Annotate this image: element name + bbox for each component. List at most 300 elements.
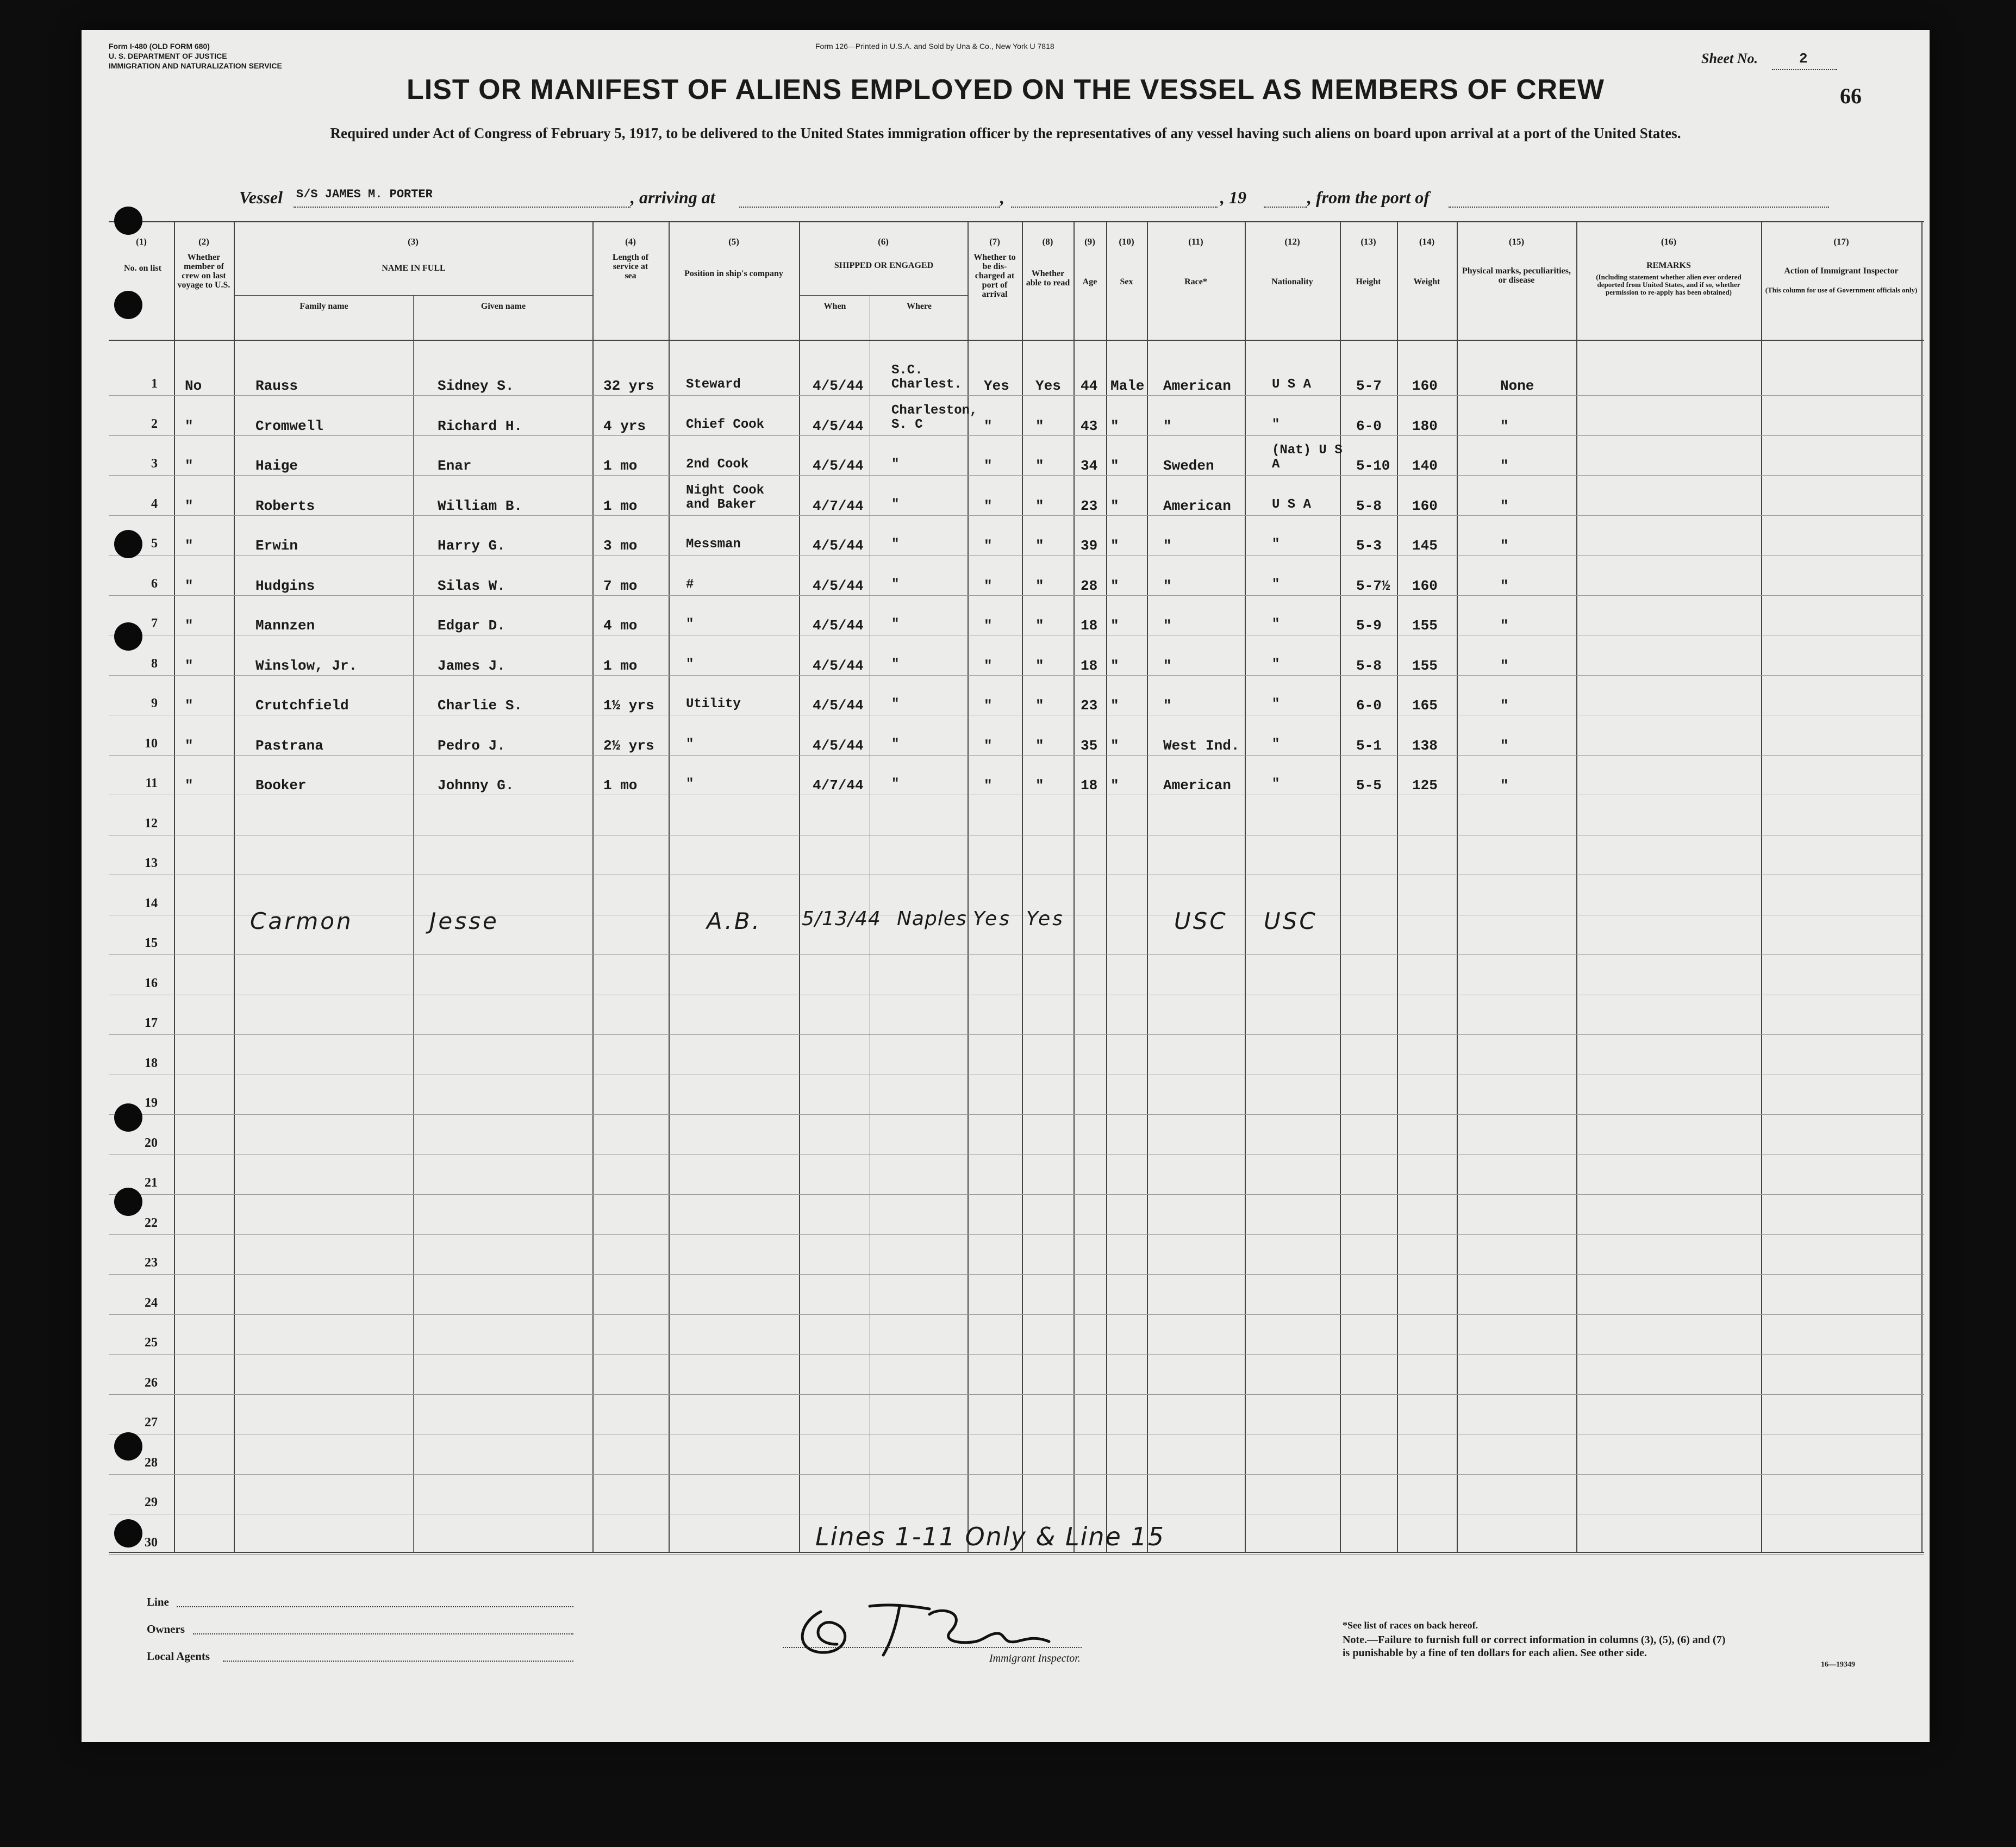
cell-when: 4/5/44: [813, 657, 864, 674]
page-number: 66: [1840, 84, 1862, 108]
col-12-num: (12): [1284, 236, 1300, 247]
cell-height: 5-7½: [1356, 577, 1390, 594]
cell-marks: ": [1500, 458, 1509, 474]
cell-family: Crutchfield: [255, 697, 349, 714]
cell-age: 18: [1081, 657, 1098, 674]
cell-read: ": [1035, 577, 1044, 594]
col-remarks-header: REMARKS: [1646, 261, 1691, 270]
col-1-num: (1): [136, 236, 147, 247]
binder-hole: [114, 1103, 142, 1132]
row-number: 15: [145, 936, 158, 950]
cell-service: 2½ yrs: [603, 737, 654, 754]
cell-age: 28: [1081, 577, 1098, 594]
row-number: 18: [145, 1056, 158, 1070]
cell-marks: ": [1500, 497, 1509, 514]
cell-when: 4/5/44: [813, 737, 864, 754]
cell-height: 5-5: [1356, 777, 1382, 794]
row-rule: [109, 1114, 1924, 1115]
row-number: 3: [151, 457, 158, 471]
col-15-num: (15): [1508, 236, 1525, 247]
cell-marks: ": [1500, 538, 1509, 554]
cell-family: Haige: [255, 458, 298, 474]
form-code: 16—19349: [1821, 1661, 1855, 1669]
cell-when: 4/5/44: [813, 378, 864, 394]
cell-discharged: Yes: [984, 378, 1009, 394]
cell-discharged: ": [984, 577, 993, 594]
row-number: 24: [145, 1295, 158, 1310]
cell-position: Steward: [686, 377, 741, 392]
col-9-num: (9): [1084, 236, 1095, 247]
cell-family: Rauss: [255, 378, 298, 394]
cell-crew: ": [185, 538, 194, 554]
cell-where: ": [891, 657, 900, 672]
cell-position: Night Cook and Baker: [686, 483, 765, 512]
cell-weight: 145: [1412, 538, 1438, 554]
cell-weight: 138: [1412, 737, 1438, 754]
col-16-num: (16): [1661, 236, 1677, 247]
cell-nationality: ": [1272, 657, 1280, 672]
from-port-label: , from the port of: [1307, 188, 1430, 207]
cell-when: 4/5/44: [813, 577, 864, 594]
col-height-header: Height: [1356, 277, 1381, 286]
cell-weight: 155: [1412, 617, 1438, 634]
cell-given: Richard H.: [438, 417, 523, 434]
cell-where: ": [891, 537, 900, 552]
col-service-header: Length of service at sea: [612, 253, 649, 280]
cell-height: 5-7: [1356, 378, 1382, 394]
inspector-label: Immigrant Inspector.: [989, 1652, 1081, 1664]
cell-race: American: [1163, 497, 1231, 514]
row-number: 27: [145, 1415, 158, 1430]
cell-nationality: ": [1272, 777, 1280, 791]
binder-hole: [114, 1432, 142, 1461]
cell-service: 1 mo: [603, 777, 638, 794]
row-number: 14: [145, 896, 158, 910]
col-crew-header: Whether member of crew on last voyage to U.S.: [177, 253, 230, 290]
cell-family: Pastrana: [255, 737, 323, 754]
hand-position: A.B.: [707, 908, 762, 934]
cell-service: 7 mo: [603, 577, 638, 594]
vessel-label: Vessel: [239, 188, 283, 207]
cell-sex: ": [1110, 458, 1119, 474]
cell-age: 35: [1081, 737, 1098, 754]
cell-position: 2nd Cook: [686, 457, 749, 472]
col-race-header: Race*: [1184, 277, 1207, 286]
row-number: 22: [145, 1215, 158, 1230]
cell-crew: ": [185, 417, 194, 434]
cell-when: 4/5/44: [813, 417, 864, 434]
col-10-num: (10): [1119, 236, 1134, 247]
year-label: , 19: [1220, 188, 1246, 207]
cell-read: ": [1035, 538, 1044, 554]
binder-hole: [114, 1188, 142, 1216]
cell-given: Sidney S.: [438, 378, 514, 394]
owners-label: Owners: [147, 1623, 185, 1636]
cell-position: ": [686, 737, 694, 752]
handwritten-lines-note: Lines 1-11 Only & Line 15: [815, 1522, 1165, 1551]
cell-marks: ": [1500, 417, 1509, 434]
form-id: Form I-480 (OLD FORM 680): [109, 42, 210, 51]
hand-given: Jesse: [429, 908, 499, 934]
cell-given: Pedro J.: [438, 737, 505, 754]
row-rule: [109, 1314, 1924, 1315]
col-5-num: (5): [728, 236, 739, 247]
hand-where: Naples: [897, 908, 967, 930]
cell-age: 18: [1081, 617, 1098, 634]
cell-where: ": [891, 617, 900, 632]
cell-position: #: [686, 577, 694, 592]
races-note: *See list of races on back hereof.: [1343, 1620, 1478, 1631]
cell-weight: 160: [1412, 378, 1438, 394]
cell-family: Roberts: [255, 497, 315, 514]
row-number: 8: [151, 656, 158, 671]
cell-sex: ": [1110, 697, 1119, 714]
row-number: 21: [145, 1176, 158, 1190]
cell-when: 4/5/44: [813, 538, 864, 554]
cell-weight: 160: [1412, 577, 1438, 594]
cell-race: ": [1163, 538, 1172, 554]
cell-read: ": [1035, 697, 1044, 714]
cell-when: 4/5/44: [813, 617, 864, 634]
cell-read: ": [1035, 657, 1044, 674]
row-rule: [109, 475, 1924, 476]
cell-read: ": [1035, 617, 1044, 634]
cell-discharged: ": [984, 737, 993, 754]
row-number: 20: [145, 1135, 158, 1150]
row-rule: [109, 555, 1924, 556]
row-number: 7: [151, 616, 158, 631]
cell-age: 34: [1081, 458, 1098, 474]
cell-given: Harry G.: [438, 538, 505, 554]
row-number: 4: [151, 496, 158, 511]
cell-race: American: [1163, 777, 1231, 794]
col-shipped-header: SHIPPED OR ENGAGED: [834, 261, 934, 270]
cell-when: 4/7/44: [813, 497, 864, 514]
cell-where: S.C. Charlest.: [891, 363, 962, 392]
cell-weight: 140: [1412, 458, 1438, 474]
cell-service: 1 mo: [603, 497, 638, 514]
row-number: 16: [145, 976, 158, 990]
row-rule: [109, 595, 1924, 596]
cell-sex: ": [1110, 538, 1119, 554]
row-number: 26: [145, 1375, 158, 1390]
cell-crew: ": [185, 777, 194, 794]
cell-given: Edgar D.: [438, 617, 505, 634]
cell-nationality: ": [1272, 697, 1280, 712]
cell-sex: ": [1110, 497, 1119, 514]
col-weight-header: Weight: [1413, 277, 1440, 286]
col-13-num: (13): [1360, 236, 1376, 247]
cell-nationality: ": [1272, 617, 1280, 632]
cell-service: 1½ yrs: [603, 697, 654, 714]
row-rule: [109, 675, 1924, 676]
hand-when: 5/13/44: [802, 908, 881, 930]
document-title: LIST OR MANIFEST OF ALIENS EMPLOYED ON THE VESSEL AS MEMBERS OF CREW: [407, 74, 1605, 105]
cell-read: ": [1035, 497, 1044, 514]
cell-crew: ": [185, 458, 194, 474]
cell-age: 43: [1081, 417, 1098, 434]
row-rule: [109, 1194, 1924, 1195]
cell-where: ": [891, 777, 900, 791]
cell-discharged: ": [984, 458, 993, 474]
cell-service: 4 mo: [603, 617, 638, 634]
row-number: 28: [145, 1455, 158, 1470]
document-subtitle: Required under Act of Congress of February 5, 1917, to be delivered to the United States immigration officer by the representatives of any vessel having such aliens on board upon arrival at a port of the United States.: [330, 125, 1681, 141]
row-number: 10: [145, 736, 158, 751]
row-number: 9: [151, 696, 158, 710]
cell-height: 6-0: [1356, 417, 1382, 434]
cell-height: 5-8: [1356, 657, 1382, 674]
col-marks-header: Physical marks, peculiarities, or disease: [1462, 266, 1571, 285]
cell-where: Charleston, S. C: [891, 403, 978, 432]
cell-read: ": [1035, 417, 1044, 434]
cell-marks: ": [1500, 737, 1509, 754]
cell-marks: ": [1500, 697, 1509, 714]
binder-hole: [114, 291, 142, 319]
cell-where: ": [891, 457, 900, 472]
cell-nationality: U S A: [1272, 497, 1312, 512]
fine-note: Note.—Failure to furnish full or correct information in columns (3), (5), (6) and (7) is punishable by a fine of ten dollars for each alien. See other side.: [1343, 1634, 1726, 1659]
cell-sex: ": [1110, 577, 1119, 594]
cell-family: Booker: [255, 777, 307, 794]
row-number: 23: [145, 1256, 158, 1270]
cell-nationality: ": [1272, 577, 1280, 592]
cell-marks: ": [1500, 657, 1509, 674]
col-position-header: Position in ship's company: [684, 269, 783, 278]
row-number: 1: [151, 377, 158, 391]
vessel-name: S/S JAMES M. PORTER: [296, 188, 433, 201]
row-rule: [109, 435, 1924, 436]
col-read-header: Whether able to read: [1026, 269, 1070, 288]
arriving-label: , arriving at: [631, 188, 715, 207]
cell-service: 32 yrs: [603, 378, 654, 394]
hand-read: Yes: [1026, 908, 1065, 930]
col-3-num: (3): [408, 236, 419, 247]
cell-race: ": [1163, 577, 1172, 594]
cell-when: 4/5/44: [813, 697, 864, 714]
cell-age: 23: [1081, 697, 1098, 714]
cell-family: Winslow, Jr.: [255, 657, 358, 674]
cell-when: 4/7/44: [813, 777, 864, 794]
row-number: 19: [145, 1096, 158, 1110]
cell-height: 5-9: [1356, 617, 1382, 634]
cell-weight: 180: [1412, 417, 1438, 434]
sheet-number: 2: [1799, 51, 1808, 67]
cell-marks: ": [1500, 777, 1509, 794]
cell-where: ": [891, 697, 900, 712]
cell-nationality: ": [1272, 417, 1280, 432]
cell-where: ": [891, 497, 900, 512]
cell-weight: 125: [1412, 777, 1438, 794]
cell-weight: 165: [1412, 697, 1438, 714]
cell-height: 5-3: [1356, 538, 1382, 554]
cell-height: 5-10: [1356, 458, 1390, 474]
col-family-header: Family name: [299, 302, 348, 311]
binder-hole: [114, 207, 142, 235]
col-17-num: (17): [1833, 236, 1849, 247]
cell-crew: ": [185, 697, 194, 714]
cell-crew: ": [185, 737, 194, 754]
cell-nationality: U S A: [1272, 377, 1312, 392]
cell-service: 4 yrs: [603, 417, 646, 434]
col-4-num: (4): [625, 236, 636, 247]
col-sex-header: Sex: [1120, 277, 1133, 286]
cell-age: 44: [1081, 378, 1098, 394]
col-name-header: NAME IN FULL: [382, 264, 446, 273]
cell-crew: ": [185, 497, 194, 514]
cell-race: Sweden: [1163, 458, 1214, 474]
cell-discharged: ": [984, 657, 993, 674]
cell-crew: ": [185, 617, 194, 634]
cell-crew: No: [185, 378, 202, 394]
hand-nationality: USC: [1264, 908, 1318, 934]
cell-read: ": [1035, 737, 1044, 754]
cell-sex: Male: [1110, 378, 1145, 394]
cell-position: Utility: [686, 697, 741, 712]
cell-age: 18: [1081, 777, 1098, 794]
cell-given: Enar: [438, 458, 472, 474]
local-agents-label: Local Agents: [147, 1650, 210, 1663]
cell-family: Mannzen: [255, 617, 315, 634]
row-rule: [109, 395, 1924, 396]
col-2-num: (2): [198, 236, 209, 247]
row-number: 13: [145, 856, 158, 870]
cell-read: Yes: [1035, 378, 1061, 394]
cell-when: 4/5/44: [813, 458, 864, 474]
cell-sex: ": [1110, 657, 1119, 674]
col-remarks-note: (Including statement whether alien ever ordered deported from United States, and if so, whether permission to re-apply has been obtained): [1596, 273, 1742, 296]
cell-marks: None: [1500, 378, 1534, 394]
binder-hole: [114, 1519, 142, 1548]
hand-family: Carmon: [250, 908, 353, 934]
hand-race: USC: [1174, 908, 1228, 934]
printer-line: Form 126—Printed in U.S.A. and Sold by Una & Co., New York U 7818: [815, 42, 1054, 51]
cell-read: ": [1035, 777, 1044, 794]
cell-race: ": [1163, 697, 1172, 714]
row-rule: [109, 515, 1924, 516]
row-number: 29: [145, 1495, 158, 1509]
sheet-label: Sheet No.: [1701, 51, 1758, 66]
row-rule: [109, 1394, 1924, 1395]
cell-crew: ": [185, 577, 194, 594]
cell-discharged: ": [984, 538, 993, 554]
cell-marks: ": [1500, 617, 1509, 634]
row-number: 17: [145, 1016, 158, 1030]
cell-service: 1 mo: [603, 458, 638, 474]
cell-family: Hudgins: [255, 577, 315, 594]
cell-where: ": [891, 577, 900, 592]
row-rule: [109, 954, 1924, 955]
row-number: 5: [151, 536, 158, 551]
cell-position: Messman: [686, 537, 741, 552]
row-number: 30: [145, 1535, 158, 1550]
cell-given: James J.: [438, 657, 505, 674]
cell-height: 5-8: [1356, 497, 1382, 514]
binder-hole: [114, 530, 142, 558]
row-rule: [109, 755, 1924, 756]
cell-position: ": [686, 657, 694, 672]
cell-family: Erwin: [255, 538, 298, 554]
col-14-num: (14): [1419, 236, 1435, 247]
cell-crew: ": [185, 657, 194, 674]
cell-family: Cromwell: [255, 417, 323, 434]
cell-where: ": [891, 737, 900, 752]
service: IMMIGRATION AND NATURALIZATION SERVICE: [109, 61, 282, 70]
row-rule: [109, 1474, 1924, 1475]
col-where-header: Where: [907, 302, 932, 311]
cell-given: Charlie S.: [438, 697, 523, 714]
cell-race: American: [1163, 378, 1231, 394]
row-number: 11: [145, 776, 158, 790]
col-action-note: (This column for use of Government officials only): [1765, 286, 1918, 294]
col-given-header: Given name: [480, 302, 526, 311]
cell-race: ": [1163, 657, 1172, 674]
row-rule: [109, 1354, 1924, 1355]
manifest-sheet: Form I-480 (OLD FORM 680) U. S. DEPARTMENT OF JUSTICE IMMIGRATION AND NATURALIZATION SERVICE Form 126—Printed in U.S.A. and Sold by Una & Co., New York U 7818 Sheet No. 2 66 LIST OR MANIFEST OF ALIENS EMPLOYED ON THE VESSEL AS MEMBERS OF CREW Required under Act of Congress of February 5, 1917, to be delivered to the United States immigration officer by the representatives of any vessel having such aliens on board upon arrival at a port of the United States. Vessel S/S JAMES M. PORTER , arriving at , , 19 , from the port of (2) (1) (3) (4) (5) (6) (7) (8) (9) (10) (11) (12) (13) (14) (15) (16) (17) No. on list Whether member of crew on last voyage to U.S. NAME IN FULL Family name Given name Length of service at sea Position in ship's company SHIPPED OR ENGAGED When Where Whether to be dis-charged at port of arrival Whether able to read Age Sex Race* Nationality Height Weight Physical marks, peculiarities, or disease REMARKS (Including statement whether alien ever ordered deported from United States, and if so, whether permission to re-apply has been obtained) Action of Immigrant Inspector (This column for use of Government officials only) 1 2 3 4 5 6 7 8 9 10 11 12 13 14 15 16 17 18 19 20 21 22 23 24 25 26 27 28 29 30 No Rauss Sidney S. 32 yrs Steward 4/5/44 S.C. Charlest. Yes Yes 44 Male American U S A 5-7 160 None " Cromwell Richard H. 4 yrs Chief Cook 4/5/44 Charleston, S. C " " 43 " " " 6-0 180 " " Haige Enar 1 mo 2nd Cook 4/5/44 " " " 34 " Sweden (Nat) U S A 5-10 140 " " Roberts William B. 1 mo Night Cook and Baker 4/7/44 " " " 23 " American U S A 5-8 160 " " Erwin Harry G. 3 mo Messman 4/5/44 " " " 39 " " " 5-3 145 " " Hudgins Silas W. 7 mo # 4/5/44 " " " 28 " " " 5-7½ 160 " " Mannzen Edgar D. 4 mo " 4/5/44 " " " 18 " " " 5-9 155 " " Winslow, Jr. James J. 1 mo " 4/5/44 " " " 18 " " " 5-8 155 " " Crutchfield Charlie S. 1½ yrs Utility 4/5/44 " " " 23 " " " 6-0 165 " " Pastrana Pedro J. 2½ yrs " 4/5/44 " " " 35 " West Ind. " 5-1 138 " " Booker Johnny G. 1 mo " 4/7/44 " " " 18 " American " 5-5 125 " Carmon Jesse A.B. 5/13/44 Naples Yes Yes USC USC Lines 1-11 Only & Line 15 Line Owners Local Agents Immigrant Inspector. *See list of races on back hereof. Note.—Failure to furnish full or correct information in columns (3), (5), (6) and (7) is punishable by a fine of ten dollars for each alien. See other side. 16—19349: [82, 30, 1930, 1742]
cell-weight: 160: [1412, 497, 1438, 514]
cell-discharged: ": [984, 417, 993, 434]
cell-age: 23: [1081, 497, 1098, 514]
row-number: 12: [145, 816, 158, 831]
row-rule: [109, 1274, 1924, 1275]
row-number: 6: [151, 576, 158, 591]
cell-sex: ": [1110, 777, 1119, 794]
cell-discharged: ": [984, 777, 993, 794]
row-number: 2: [151, 416, 158, 431]
cell-service: 1 mo: [603, 657, 638, 674]
cell-sex: ": [1110, 617, 1119, 634]
cell-given: Johnny G.: [438, 777, 514, 794]
cell-marks: ": [1500, 577, 1509, 594]
col-action-header: Action of Immigrant Inspector: [1784, 266, 1899, 276]
row-rule: [109, 1554, 1924, 1555]
col-8-num: (8): [1042, 236, 1053, 247]
col-11-num: (11): [1188, 236, 1203, 247]
cell-position: Chief Cook: [686, 417, 765, 432]
cell-given: William B.: [438, 497, 523, 514]
cell-height: 6-0: [1356, 697, 1382, 714]
binder-hole: [114, 622, 142, 651]
cell-discharged: ": [984, 697, 993, 714]
cell-weight: 155: [1412, 657, 1438, 674]
line-label: Line: [147, 1595, 169, 1608]
row-number: 25: [145, 1336, 158, 1350]
cell-discharged: ": [984, 617, 993, 634]
cell-position: ": [686, 777, 694, 791]
cell-race: ": [1163, 417, 1172, 434]
col-when-header: When: [823, 302, 846, 311]
cell-position: ": [686, 617, 694, 632]
row-rule: [109, 1234, 1924, 1235]
col-6-num: (6): [878, 236, 889, 247]
cell-service: 3 mo: [603, 538, 638, 554]
cell-sex: ": [1110, 417, 1119, 434]
col-age-header: Age: [1082, 277, 1097, 286]
col-nationality-header: Nationality: [1271, 277, 1313, 286]
row-rule: [109, 1034, 1924, 1035]
cell-height: 5-1: [1356, 737, 1382, 754]
cell-read: ": [1035, 458, 1044, 474]
col-discharge-header: Whether to be dis-charged at port of arrival: [973, 253, 1016, 299]
col-no-header: No. on list: [124, 264, 161, 273]
cell-nationality: (Nat) U S A: [1272, 443, 1343, 472]
department: U. S. DEPARTMENT OF JUSTICE: [109, 52, 227, 60]
cell-nationality: ": [1272, 737, 1280, 752]
cell-discharged: ": [984, 497, 993, 514]
cell-sex: ": [1110, 737, 1119, 754]
col-7-num: (7): [989, 236, 1000, 247]
cell-race: West Ind.: [1163, 737, 1240, 754]
